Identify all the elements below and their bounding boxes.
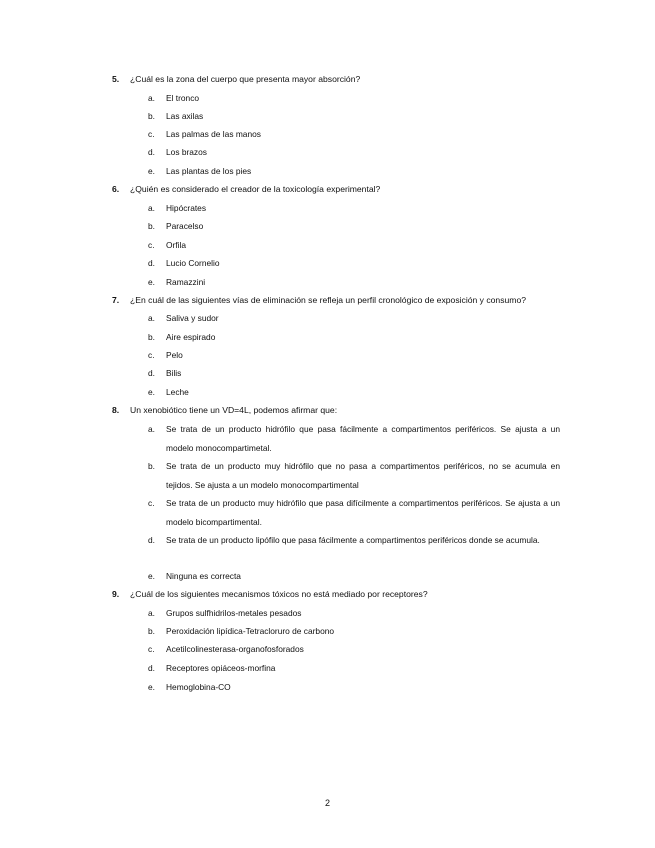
option-text: Receptores opiáceos-morfina — [166, 663, 276, 673]
option-letter: d. — [148, 147, 155, 157]
option-letter: a. — [148, 424, 155, 434]
question-number: 7. — [112, 295, 120, 305]
question-number: 9. — [112, 589, 120, 599]
option-letter: c. — [148, 498, 155, 508]
option-letter: c. — [148, 240, 155, 250]
option-text: Peroxidación lipídica-Tetracloruro de carbono — [166, 626, 335, 636]
option-text: Ramazzini — [166, 277, 206, 287]
option-text: Se trata de un producto lipófilo que pasa fácilmente a compartimentos periféricos donde se acumula. — [166, 535, 540, 545]
option-text: El tronco — [166, 93, 200, 103]
option-text: Saliva y sudor — [166, 313, 219, 323]
option-letter: a. — [148, 313, 155, 323]
option-text: Leche — [166, 387, 189, 397]
option-letter: a. — [148, 93, 155, 103]
option-text: Las axilas — [166, 111, 204, 121]
option-letter: e. — [148, 682, 155, 692]
option-letter: c. — [148, 350, 155, 360]
question-text: ¿Quién es considerado el creador de la toxicología experimental? — [130, 184, 381, 194]
option-letter: b. — [148, 461, 155, 471]
option-letter: d. — [148, 535, 155, 545]
option-text: Lucio Cornelio — [166, 258, 220, 268]
page-number: 2 — [324, 798, 330, 808]
option-letter: b. — [148, 626, 155, 636]
option-text: Grupos sulfhidrilos-metales pesados — [166, 608, 302, 618]
option-letter: d. — [148, 258, 155, 268]
option-text: Hipócrates — [166, 203, 207, 213]
option-text: Se trata de un producto muy hidrófilo que pasa difícilmente a compartimentos periféricos. Se ajusta a un modelo bicompartimental. — [166, 498, 560, 527]
question-text: Un xenobiótico tiene un VD=4L, podemos afirmar que: — [130, 405, 338, 415]
option-letter: e. — [148, 571, 155, 581]
option-text: Orfila — [166, 240, 187, 250]
option-text: Paracelso — [166, 221, 204, 231]
option-letter: a. — [148, 608, 155, 618]
option-text: Hemoglobina-CO — [166, 682, 231, 692]
option-letter: e. — [148, 277, 155, 287]
question-number: 5. — [112, 74, 120, 84]
option-text: Ninguna es correcta — [166, 571, 241, 581]
option-letter: c. — [148, 644, 155, 654]
option-letter: d. — [148, 663, 155, 673]
option-text: Aire espirado — [166, 332, 216, 342]
option-text: Acetilcolinesterasa-organofosforados — [166, 644, 304, 654]
option-text: Bilis — [166, 368, 182, 378]
question-text: ¿Cuál de los siguientes mecanismos tóxicos no está mediado por receptores? — [130, 589, 428, 599]
option-letter: d. — [148, 368, 155, 378]
option-text: Se trata de un producto hidrófilo que pasa fácilmente a compartimentos periféricos. Se ajusta a un modelo monocompartimetal. — [166, 424, 560, 453]
option-text: Se trata de un producto muy hidrófilo que no pasa a compartimentos periféricos, no se acumula en tejidos. Se ajusta a un modelo monocompartimental — [166, 461, 560, 490]
option-text: Los brazos — [166, 147, 207, 157]
option-letter: b. — [148, 221, 155, 231]
option-letter: b. — [148, 332, 155, 342]
question-text: ¿En cuál de las siguientes vías de eliminación se refleja un perfil cronológico de exposición y consumo? — [130, 295, 527, 305]
question-text: ¿Cuál es la zona del cuerpo que presenta mayor absorción? — [130, 74, 361, 84]
option-letter: c. — [148, 129, 155, 139]
question-number: 6. — [112, 184, 120, 194]
option-text: Las plantas de los pies — [166, 166, 252, 176]
question-number: 8. — [112, 405, 120, 415]
option-text: Pelo — [166, 350, 183, 360]
option-letter: e. — [148, 387, 155, 397]
option-letter: b. — [148, 111, 155, 121]
option-letter: a. — [148, 203, 155, 213]
option-letter: e. — [148, 166, 155, 176]
option-text: Las palmas de las manos — [166, 129, 261, 139]
